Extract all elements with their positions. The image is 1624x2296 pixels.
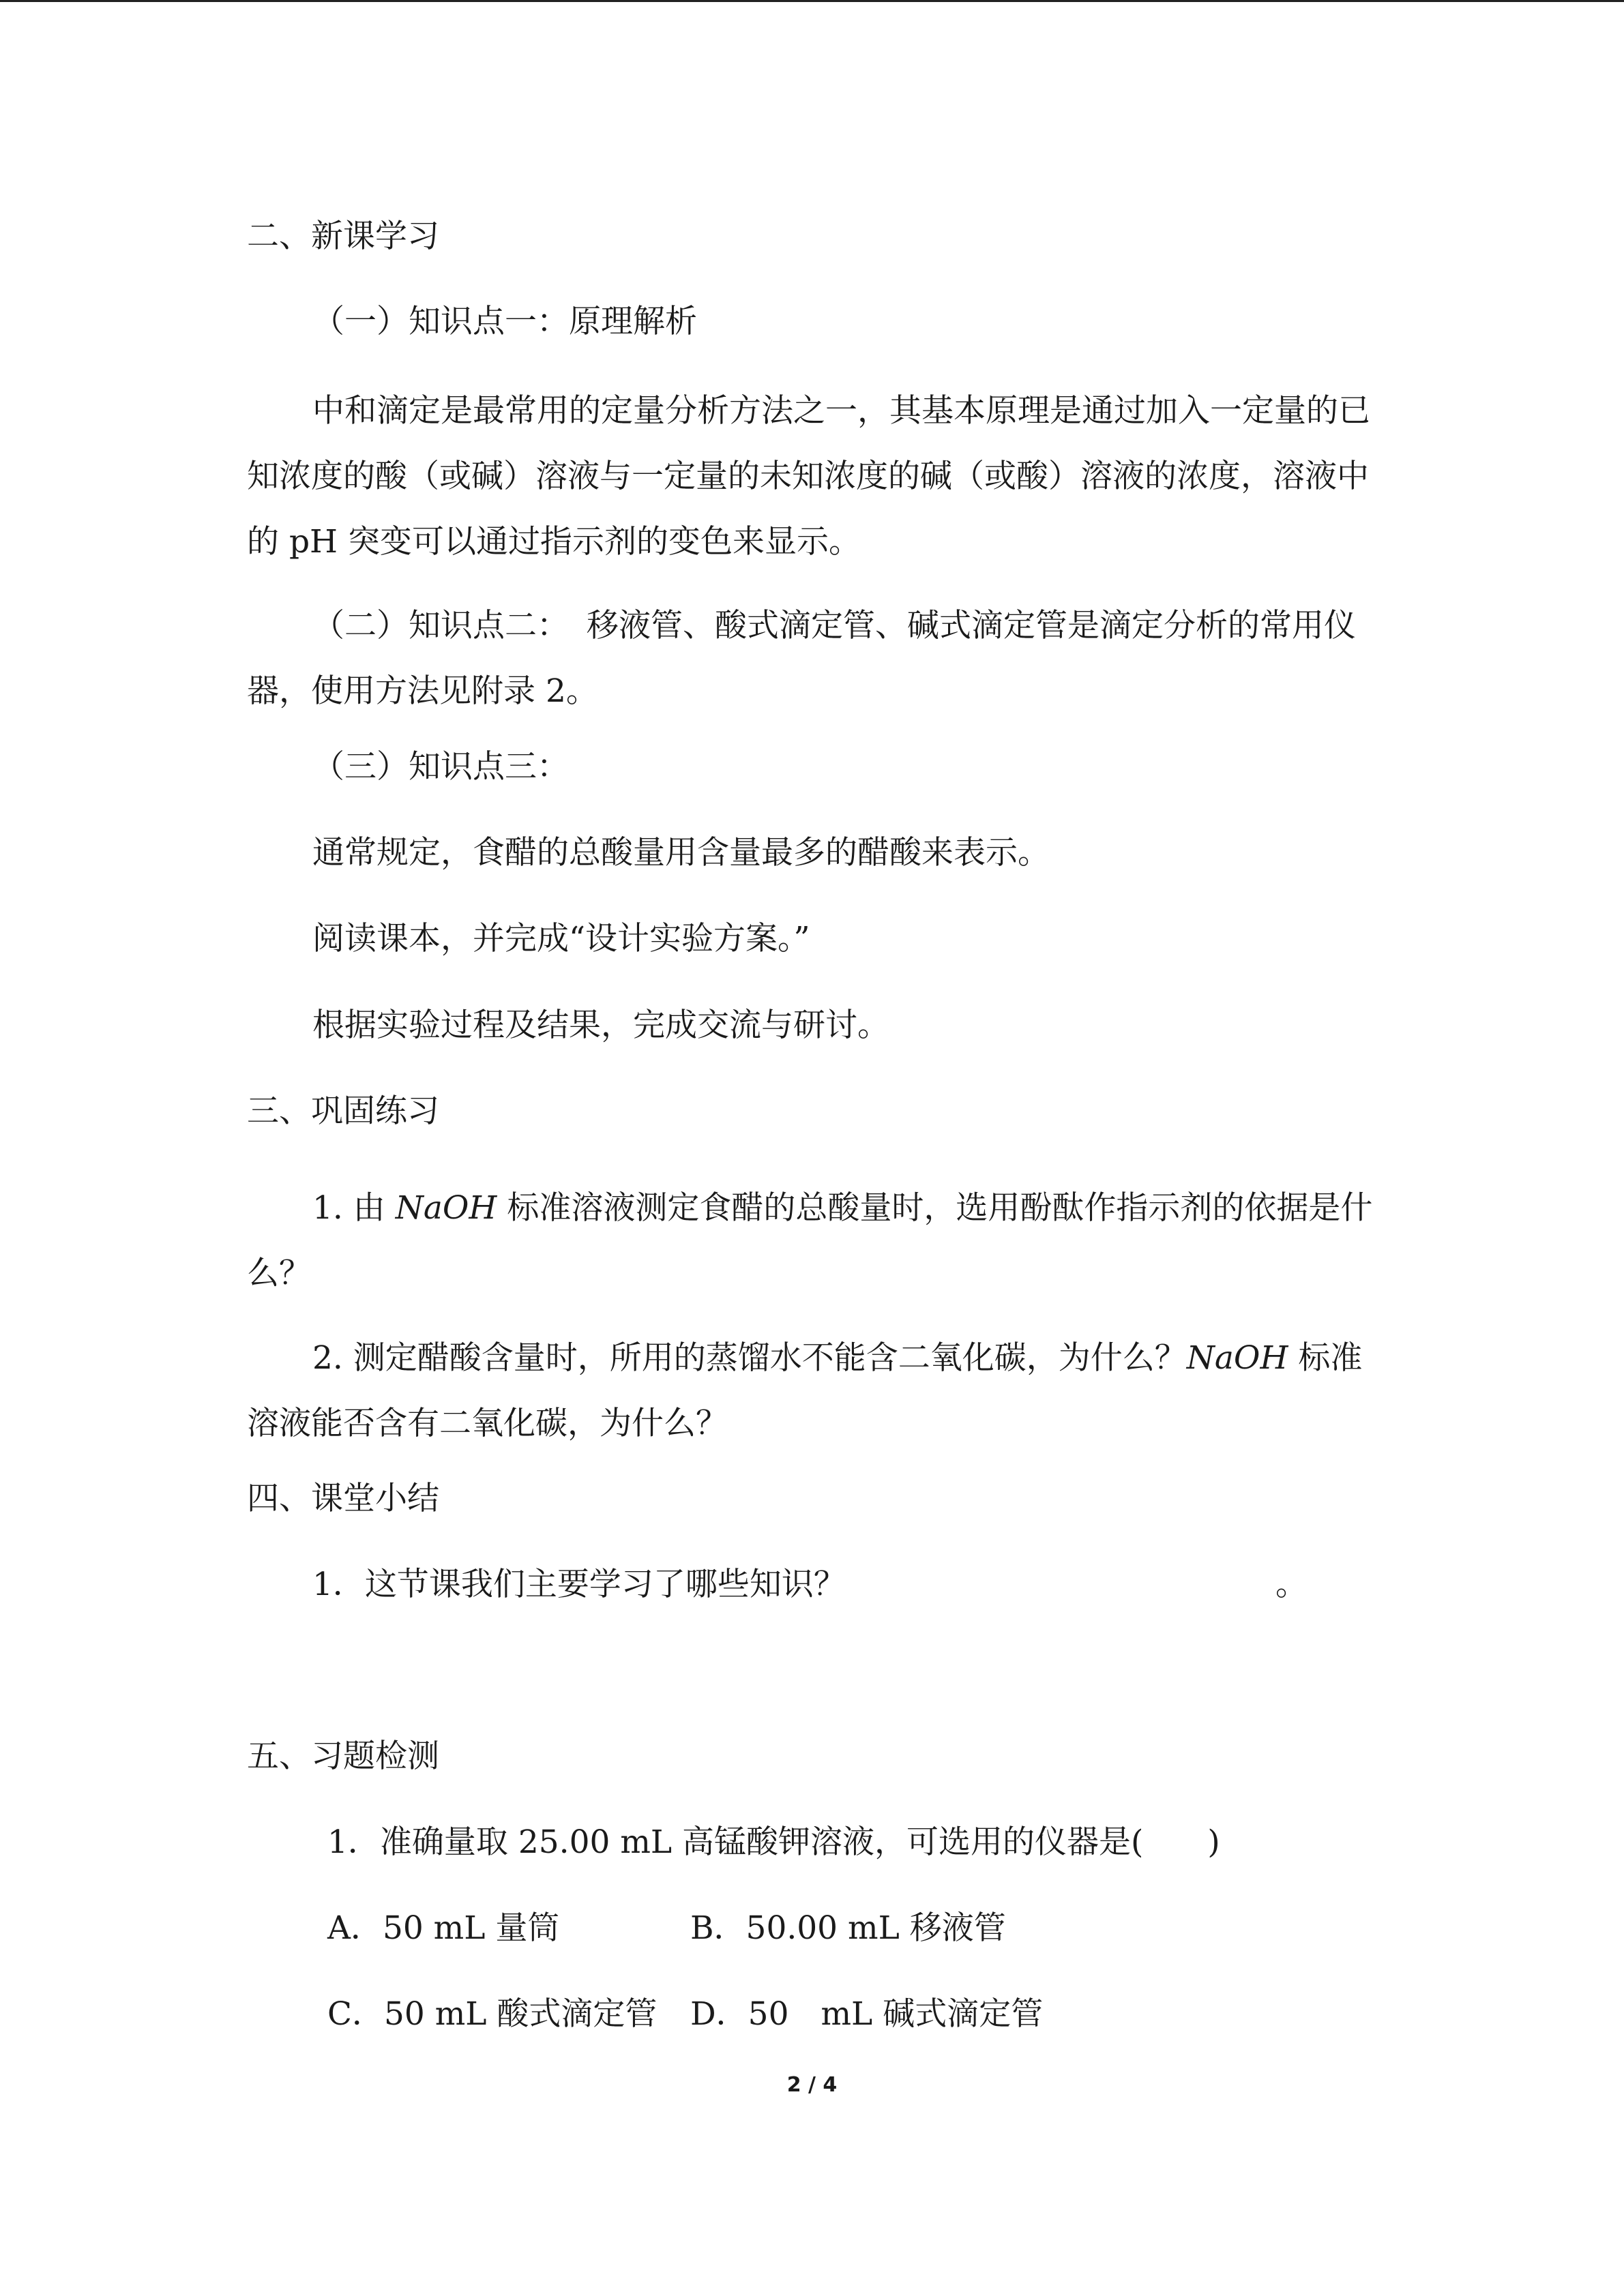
knowledge-point-2-title: （二）知识点二： <box>312 607 569 644</box>
practice-question-1: 1. 由 NaOH 标准溶液测定食醋的总酸量时，选用酚酞作指示剂的依据是什么？ <box>247 1189 1373 1292</box>
knowledge-point-3-line-1: 通常规定，食醋的总酸量用含量最多的醋酸来表示。 <box>312 834 1050 871</box>
naoh-formula: NaOH <box>395 1189 497 1227</box>
section-heading-new-lesson: 二、新课学习 <box>247 218 439 255</box>
summary-question-1: 1．这节课我们主要学习了哪些知识？ <box>312 1566 846 1603</box>
knowledge-point-2-body: 移液管、酸式滴定管、碱式滴定管是滴定分析的常用仪器，使用方法见附录 2。 <box>247 607 1356 710</box>
option-c: C．50 mL 酸式滴定管 <box>327 1995 658 2033</box>
option-b: B．50.00 mL 移液管 <box>690 1909 1006 1947</box>
knowledge-point-1-body: 中和滴定是最常用的定量分析方法之一，其基本原理是通过加入一定量的已知浓度的酸（或碱）溶液与一定量的未知浓度的碱（或酸）溶液的浓度，溶液中的 pH 突变可以通过指示剂的变色来显示。 <box>247 392 1370 561</box>
practice-question-2: 2. 测定醋酸含量时，所用的蒸馏水不能含二氧化碳，为什么？NaOH 标准溶液能否含有二氧化碳，为什么？ <box>247 1339 1363 1442</box>
knowledge-point-3-line-3: 根据实验过程及结果，完成交流与研讨。 <box>312 1007 889 1044</box>
section-heading-practice: 三、巩固练习 <box>247 1092 439 1130</box>
exercise-question-1: 1．准确量取 25.00 mL 高锰酸钾溶液，可选用的仪器是( ) <box>327 1823 1220 1861</box>
knowledge-point-3-title: （三）知识点三： <box>312 748 569 786</box>
page-number: 2 / 4 <box>786 2073 838 2097</box>
knowledge-point-2 <box>247 593 1379 724</box>
option-a: A．50 mL 量筒 <box>327 1909 560 1947</box>
naoh-formula: NaOH <box>1186 1339 1288 1377</box>
top-border <box>0 0 1624 2</box>
section-heading-exercises: 五、习题检测 <box>247 1738 439 1775</box>
knowledge-point-3-line-2: 阅读课本，并完成“设计实验方案。” <box>312 920 810 957</box>
knowledge-point-1-title: （一）知识点一：原理解析 <box>312 303 697 340</box>
option-d: D．50 mL 碱式滴定管 <box>690 1995 1044 2033</box>
section-heading-summary: 四、课堂小结 <box>247 1480 439 1517</box>
summary-blank-end: 。 <box>1275 1566 1308 1603</box>
